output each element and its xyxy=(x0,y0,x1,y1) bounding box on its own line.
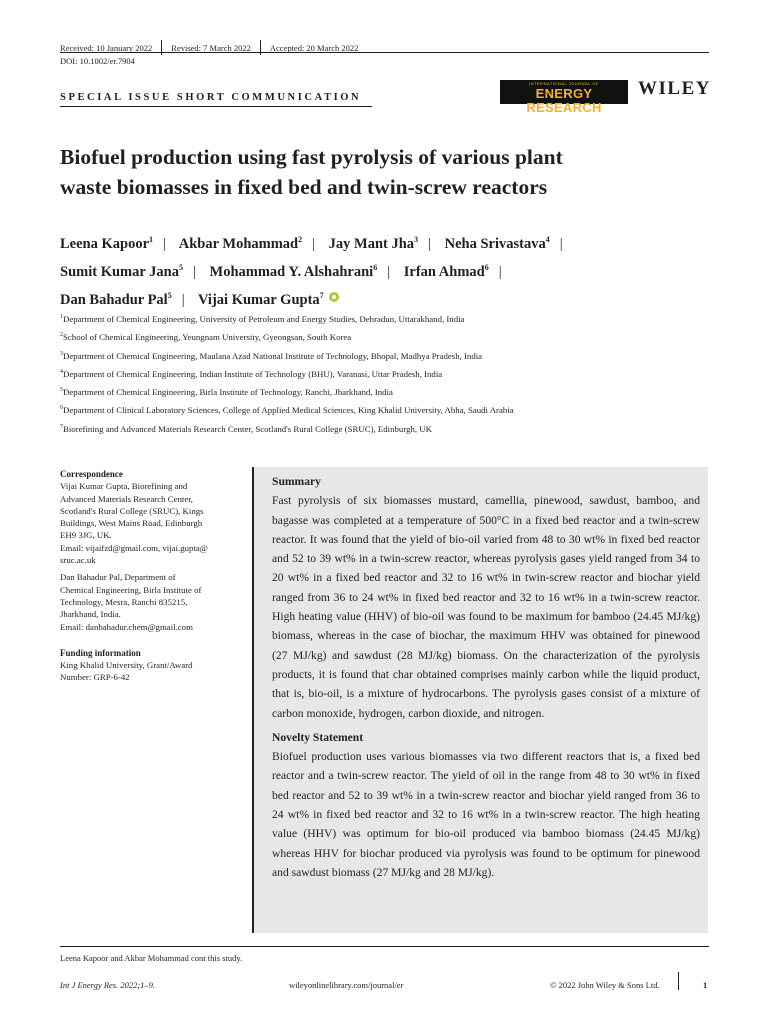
correspondence-line: Technology, Mesra, Ranchi 835215, xyxy=(60,596,188,607)
page-number: 1 xyxy=(703,980,708,990)
journal-logo-big: ENERGY RESEARCH xyxy=(526,86,602,115)
affiliation: $^1$Department of Chemical Engineering, University of Petroleum and Energy Studies, Dehradun, Uttarakhand, India xyxy=(60,313,465,324)
contribution-note: Leena Kapoor and Akbar Mohammad cont this study. xyxy=(60,953,243,963)
author-line: Sumit Kumar Jana$^5$ | Mohammad Y. Alshahrani$^6$ | Irfan Ahmad$^6$ | xyxy=(60,263,502,281)
journal-logo xyxy=(500,80,628,115)
summary-heading: Summary xyxy=(272,475,321,488)
correspondence-line: Jharkhand, India. xyxy=(60,609,121,620)
orcid-icon[interactable] xyxy=(329,292,339,302)
email-link[interactable]: Email: danbahadur.chem@gmail.com xyxy=(60,621,193,632)
correspondence-line: Buildings, West Mains Road, Edinburgh xyxy=(60,518,203,529)
copyright: © 2022 John Wiley & Sons Ltd. xyxy=(550,980,660,990)
affiliation: $^5$Department of Chemical Engineering, Birla Institute of Technology, Ranchi, Jharkhand, India xyxy=(60,387,393,398)
author-line: Dan Bahadur Pal$^5$ | Vijai Kumar Gupta$^7$ xyxy=(60,285,720,313)
correspondence-line: Dan Bahadur Pal, Department of xyxy=(60,572,176,583)
correspondence-line: Chemical Engineering, Birla Institute of xyxy=(60,584,202,595)
section-label: SPECIAL ISSUE SHORT COMMUNICATION xyxy=(60,92,362,103)
novelty-text: Biofuel production uses various biomasses via two different reactors that is, a fixed bed reactor and a twin-screw reactor. The yield of oil in the range from 48 to 30 wt% in fixed bed reactor and 52 to 39 wt% in a twin-screw reactor and biochar yield ranged from 36 to 24 wt% in fixed bed reactor and 32 to 16 wt% in a twin-screw reactor. The high heating value (HHV) was optimum for bio-oil produced via bamboo biomass (24.45 MJ/kg) whereas HHV for biochar produced via pyrolysis was found to be optimum for pinewood and sawdust biomass (27 MJ/kg and 28 MJ/kg). xyxy=(272,750,700,879)
sidebar-info xyxy=(60,468,245,689)
summary-content xyxy=(272,472,700,882)
received-date: Received: 10 January 2022 xyxy=(60,42,153,53)
article-title xyxy=(60,142,700,202)
affiliation: $^6$Department of Clinical Laboratory Sciences, College of Applied Medical Sciences, King Khalid University, Abha, Saudi Arabia xyxy=(60,405,514,416)
author-name[interactable]: Vijai Kumar Gupta$^7$ xyxy=(198,291,324,309)
funding-heading: Funding information xyxy=(60,647,141,658)
author-list xyxy=(60,228,720,313)
author-name[interactable]: Mohammad Y. Alshahrani$^6$ xyxy=(209,263,378,281)
footer-separator xyxy=(678,972,679,990)
summary-rule xyxy=(252,467,254,933)
doi: DOI: 10.1002/er.7904 xyxy=(60,56,135,66)
author-name[interactable]: Dan Bahadur Pal$^5$ xyxy=(60,291,172,309)
funding-line: King Khalid University, Grant/Award xyxy=(60,660,193,671)
email-link[interactable]: Email: vijaifzd@gmail.com, vijai.gupta@ xyxy=(60,542,208,553)
correspondence-heading: Correspondence xyxy=(60,469,123,479)
title-line-2: waste biomasses in fixed bed and twin-screw reactors xyxy=(60,175,548,199)
author-name[interactable]: Jay Mant Jha$^3$ xyxy=(328,235,419,252)
affiliations xyxy=(60,310,720,438)
author-line: Leena Kapoor$^1$ | Akbar Mohammad$^2$ | Jay Mant Jha$^3$ | Neha Srivastava$^4$ | xyxy=(60,235,563,252)
correspondence-block xyxy=(60,468,245,566)
author-name[interactable]: Akbar Mohammad$^2$ xyxy=(178,235,303,252)
revised-date: Revised: 7 March 2022 xyxy=(171,42,251,53)
author-name[interactable]: Neha Srivastava$^4$ xyxy=(444,235,550,252)
author-name[interactable]: Irfan Ahmad$^6$ xyxy=(403,263,489,281)
header-rule xyxy=(60,52,709,53)
author-name[interactable]: Leena Kapoor$^1$ xyxy=(60,235,154,252)
affiliation: $^7$Biorefining and Advanced Materials Research Center, Scotland's Rural College (SRUC), Edinburgh, UK xyxy=(60,423,432,434)
correspondence-block xyxy=(60,571,245,632)
novelty-heading: Novelty Statement xyxy=(272,730,364,744)
accepted-date: Accepted: 20 March 2022 xyxy=(269,42,359,53)
email-link[interactable]: sruc.ac.uk xyxy=(60,555,96,566)
affiliation: $^3$Department of Chemical Engineering, Maulana Azad National Institute of Technology, Bhopal, Madhya Pradesh, India xyxy=(60,350,483,361)
funding-line: Number: GRP-6-42 xyxy=(60,672,130,683)
publisher-logo: WILEY xyxy=(638,78,711,99)
correspondence-line: Vijai Kumar Gupta, Biorefining and xyxy=(60,481,188,492)
affiliation: $^2$School of Chemical Engineering, Yeungnam University, Gyeongsan, South Korea xyxy=(60,332,352,343)
correspondence-line: Scotland's Rural College (SRUC), Kings xyxy=(60,505,204,516)
journal-logo-small: INTERNATIONAL JOURNAL OF xyxy=(529,81,599,86)
section-rule xyxy=(60,106,372,107)
footnote-rule xyxy=(60,946,709,947)
title-line-1: Biofuel production using fast pyrolysis of various plant xyxy=(60,145,563,169)
author-name[interactable]: Sumit Kumar Jana$^5$ xyxy=(60,263,183,281)
journal-url[interactable]: wileyonlinelibrary.com/journal/er xyxy=(289,980,404,990)
correspondence-line: Advanced Materials Research Center, xyxy=(60,493,194,504)
funding-block xyxy=(60,647,245,684)
correspondence-line: EH9 3JG, UK. xyxy=(60,530,112,541)
summary-text: Fast pyrolysis of six biomasses mustard, camellia, pinewood, sawdust, bamboo, and bagasse was completed at a temperature of 500°C in a fixed bed reactor and a twin-screw reactor. It was found that the yield of bio-oil varied from 48 to 30 wt% in fixed bed reactor and 52 to 39 wt% in a twin-screw reactor, whereas pyrolysis gases yield ranged from 34 to 20 wt% in a fixed bed reactor and 32 to 16 wt% in twin-screw reactor and biochar yield ranged from 36 to 24 wt% in fixed bed reactor and 32 to 16 wt% in a twin-screw reactor. High heating value (HHV) of bio-oil was found to be maximum for bamboo (24.45 MJ/kg) biomass, whereas in the case of biochar, the maximum HHV was obtained for pinewood (27 MJ/kg) and sawdust (28 MJ/kg) biomass. On the characterization of the pyrolysis products, it is found that char obtained comprises mainly carbon while the liquid product, that is, bio-oil, is a mixture of hydrocarbons. The pyrolysis gases consist of a mixture of carbon monoxide, hydrogen, carbon dioxide, and nitrogen. xyxy=(272,494,700,720)
citation: Int J Energy Res. 2022;1–9. xyxy=(60,980,156,990)
affiliation: $^4$Department of Chemical Engineering, Indian Institute of Technology (BHU), Varanasi, Uttar Pradesh, India xyxy=(60,368,443,379)
